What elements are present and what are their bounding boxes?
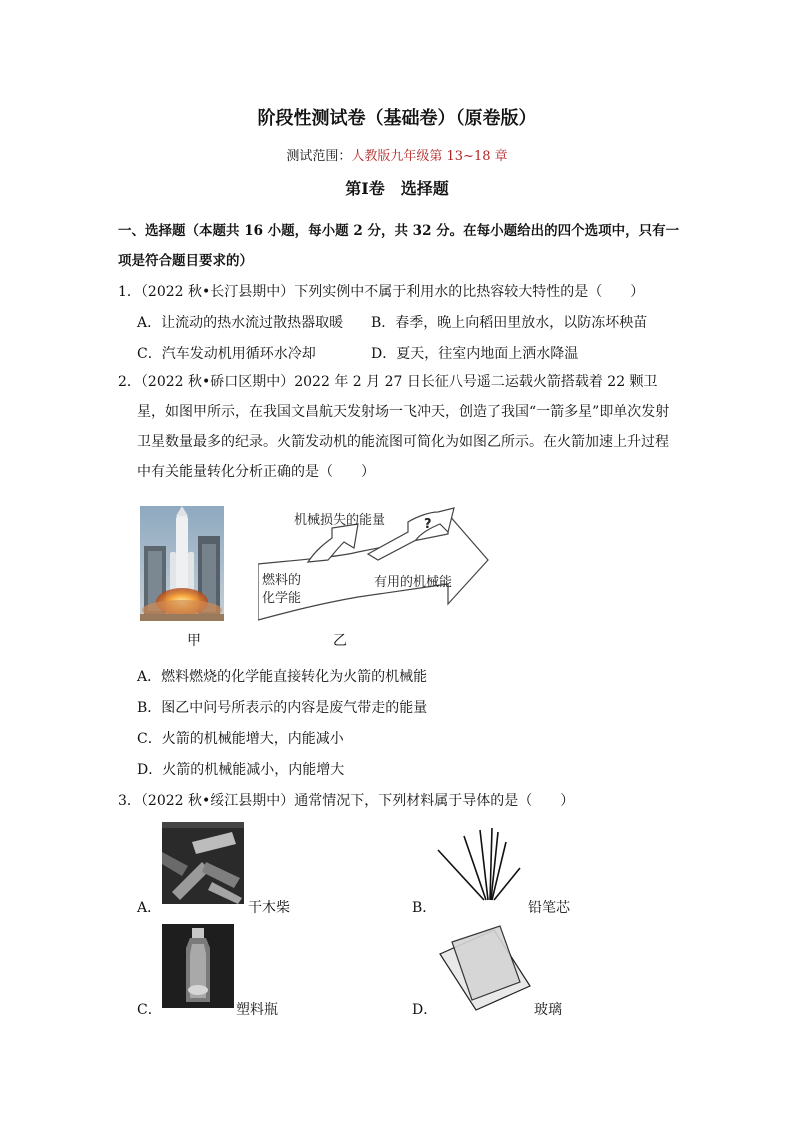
question-1-option-a: A．让流动的热水流过散热器取暖	[137, 315, 344, 331]
question-3-option-d-caption: 玻璃	[534, 1002, 562, 1018]
energy-flow-diagram	[258, 502, 494, 632]
question-2-stem: 2．（2022 秋•硚口区期中）2022 年 2 月 27 日长征八号遥二运载火箭搭载着 22 颗卫星，如图甲所示，在我国文昌航天发射场一飞冲天，创造了我国“一箭多星”即单次发射卫星数量最多的纪录。火箭发动机的能流图可简化为如图乙所示。在火箭加速上升过程中有关能量转化分析正确的是（ ）	[118, 374, 670, 480]
question-2-option-c: C．火箭的机械能增大，内能减小	[137, 731, 344, 747]
range-label: 测试范围：	[286, 149, 352, 164]
question-3-stem: 3．（2022 秋•绥江县期中）通常情况下，下列材料属于导体的是（ ）	[118, 793, 575, 809]
question-1-option-c: C．汽车发动机用循环水冷却	[137, 346, 316, 362]
section-instructions: 一、选择题（本题共 16 小题，每小题 2 分，共 32 分。在每小题给出的四个选项中，只有一项是符合题目要求的）	[118, 223, 680, 269]
question-3-option-c-caption: 塑料瓶	[236, 1002, 278, 1018]
glass-pane-drawing	[434, 922, 534, 1012]
question-2-option-a: A．燃料燃烧的化学能直接转化为火箭的机械能	[137, 669, 428, 685]
question-1-option-d: D．夏天，往室内地面上洒水降温	[371, 346, 579, 362]
plastic-bottle-photo	[162, 924, 234, 1008]
label-useful: 有用的机械能	[374, 575, 453, 590]
question-3-option-a-caption: 干木柴	[248, 900, 290, 916]
question-3-option-b-letter: B．	[412, 900, 437, 916]
pencil-lead-drawing	[434, 828, 524, 904]
page-title: 阶段性测试卷（基础卷）（原卷版）	[257, 108, 537, 129]
question-1-option-b: B．春季，晚上向稻田里放水，以防冻坏秧苗	[371, 315, 648, 331]
question-2-option-b: B．图乙中问号所表示的内容是废气带走的能量	[137, 700, 428, 716]
section-title: 第Ⅰ卷 选择题	[345, 179, 449, 198]
label-fuel-line1: 燃料的	[262, 573, 302, 588]
question-3-option-c-letter: C．	[137, 1002, 162, 1018]
test-range	[0, 145, 794, 164]
question-3-option-d-letter: D．	[412, 1002, 438, 1018]
dry-wood-photo	[162, 822, 244, 904]
question-1-stem: 1．（2022 秋•长汀县期中）下列实例中不属于利用水的比热容较大特性的是（ ）	[118, 284, 645, 300]
question-3-option-b-caption: 铅笔芯	[528, 900, 570, 916]
label-fuel-line2: 化学能	[262, 591, 302, 606]
question-3-option-a-letter: A．	[137, 900, 162, 916]
figure-caption-b: 乙	[333, 633, 347, 649]
question-2-option-d: D．火箭的机械能减小，内能增大	[137, 762, 345, 778]
rocket-launch-photo	[140, 506, 224, 621]
figure-caption-a: 甲	[187, 633, 201, 649]
range-value: 人教版九年级第 13~18 章	[351, 149, 508, 164]
label-question: ?	[424, 517, 432, 532]
label-loss: 机械损失的能量	[294, 513, 386, 528]
